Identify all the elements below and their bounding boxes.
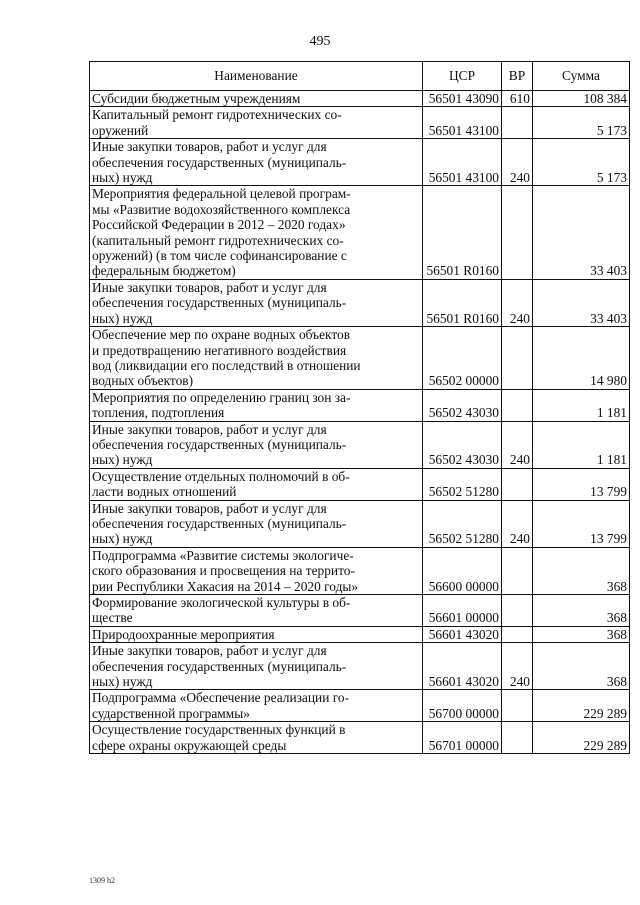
cell-csr: 56501 43100	[423, 107, 502, 139]
cell-csr: 56600 00000	[423, 547, 502, 594]
cell-sum: 13 799	[533, 500, 630, 547]
cell-sum: 5 173	[533, 107, 630, 139]
cell-vr: 240	[502, 279, 533, 326]
table-row	[90, 500, 630, 547]
cell-name: Иные закупки товаров, работ и услуг для обеспечения государственных (муниципаль- ных) нужд	[90, 643, 423, 690]
table-row	[90, 547, 630, 594]
cell-name: Осуществление отдельных полномочий в об- ласти водных отношений	[90, 468, 423, 500]
cell-vr	[502, 327, 533, 390]
table-header-row	[90, 62, 630, 91]
cell-name: Природоохранные мероприятия	[90, 626, 423, 642]
cell-csr: 56502 51280	[423, 500, 502, 547]
cell-name: Подпрограмма «Обеспечение реализации го- сударственной программы»	[90, 690, 423, 722]
cell-vr	[502, 186, 533, 279]
table-row	[90, 643, 630, 690]
cell-vr	[502, 626, 533, 642]
cell-sum: 368	[533, 626, 630, 642]
table-row	[90, 107, 630, 139]
cell-sum: 1 181	[533, 389, 630, 421]
cell-name: Иные закупки товаров, работ и услуг для обеспечения государственных (муниципаль- ных) нужд	[90, 421, 423, 468]
cell-sum: 229 289	[533, 690, 630, 722]
table-row	[90, 690, 630, 722]
budget-table	[89, 61, 630, 754]
cell-csr: 56501 43090	[423, 91, 502, 107]
header-vr: ВР	[502, 62, 533, 91]
cell-sum: 14 980	[533, 327, 630, 390]
cell-csr: 56502 00000	[423, 327, 502, 390]
cell-csr: 56601 43020	[423, 643, 502, 690]
table-row	[90, 91, 630, 107]
cell-csr: 56502 43030	[423, 389, 502, 421]
cell-vr	[502, 595, 533, 627]
cell-vr: 240	[502, 500, 533, 547]
table-row	[90, 421, 630, 468]
cell-name: Иные закупки товаров, работ и услуг для обеспечения государственных (муниципаль- ных) нужд	[90, 139, 423, 186]
table-row	[90, 468, 630, 500]
cell-vr	[502, 468, 533, 500]
table-row	[90, 186, 630, 279]
cell-vr	[502, 722, 533, 754]
cell-csr: 56601 00000	[423, 595, 502, 627]
cell-csr: 56501 43100	[423, 139, 502, 186]
cell-name: Иные закупки товаров, работ и услуг для обеспечения государственных (муниципаль- ных) нужд	[90, 279, 423, 326]
footer-code: 1309 h2	[89, 876, 115, 885]
cell-sum: 1 181	[533, 421, 630, 468]
header-sum: Сумма	[533, 62, 630, 91]
table-row	[90, 722, 630, 754]
cell-vr	[502, 547, 533, 594]
cell-name: Субсидии бюджетным учреждениям	[90, 91, 423, 107]
cell-name: Осуществление государственных функций в сфере охраны окружающей среды	[90, 722, 423, 754]
cell-csr: 56501 R0160	[423, 186, 502, 279]
cell-vr	[502, 107, 533, 139]
cell-sum: 108 384	[533, 91, 630, 107]
cell-vr: 610	[502, 91, 533, 107]
table-row	[90, 279, 630, 326]
cell-name: Обеспечение мер по охране водных объектов и предотвращению негативного воздействия вод (ликвидации его последствий в отношении водных объектов)	[90, 327, 423, 390]
cell-vr	[502, 389, 533, 421]
cell-name: Мероприятия федеральной целевой програм- мы «Развитие водохозяйственного комплекса Российской Федерации в 2012 – 2020 годах» (капитальный ремонт гидротехнических со- оружений) (в том числе софинансирование с федеральным бюджетом)	[90, 186, 423, 279]
cell-sum: 13 799	[533, 468, 630, 500]
cell-name: Формирование экологической культуры в об- ществе	[90, 595, 423, 627]
table-row	[90, 626, 630, 642]
table-row	[90, 327, 630, 390]
cell-sum: 368	[533, 547, 630, 594]
cell-sum: 5 173	[533, 139, 630, 186]
cell-csr: 56701 00000	[423, 722, 502, 754]
cell-sum: 33 403	[533, 279, 630, 326]
cell-name: Капитальный ремонт гидротехнических со- оружений	[90, 107, 423, 139]
cell-vr	[502, 690, 533, 722]
table-row	[90, 595, 630, 627]
cell-vr: 240	[502, 643, 533, 690]
cell-csr: 56501 R0160	[423, 279, 502, 326]
table-row	[90, 139, 630, 186]
cell-sum: 368	[533, 595, 630, 627]
cell-name: Иные закупки товаров, работ и услуг для обеспечения государственных (муниципаль- ных) нужд	[90, 500, 423, 547]
page-number: 495	[309, 34, 331, 49]
cell-vr: 240	[502, 139, 533, 186]
cell-sum: 368	[533, 643, 630, 690]
cell-name: Мероприятия по определению границ зон за- топления, подтопления	[90, 389, 423, 421]
cell-csr: 56601 43020	[423, 626, 502, 642]
cell-csr: 56700 00000	[423, 690, 502, 722]
header-name: Наименование	[90, 62, 423, 91]
cell-sum: 229 289	[533, 722, 630, 754]
table-row	[90, 389, 630, 421]
cell-csr: 56502 43030	[423, 421, 502, 468]
cell-vr: 240	[502, 421, 533, 468]
cell-csr: 56502 51280	[423, 468, 502, 500]
header-csr: ЦСР	[423, 62, 502, 91]
cell-name: Подпрограмма «Развитие системы экологиче- ского образования и просвещения на террито- рии Республики Хакасия на 2014 – 2020 годы»	[90, 547, 423, 594]
cell-sum: 33 403	[533, 186, 630, 279]
